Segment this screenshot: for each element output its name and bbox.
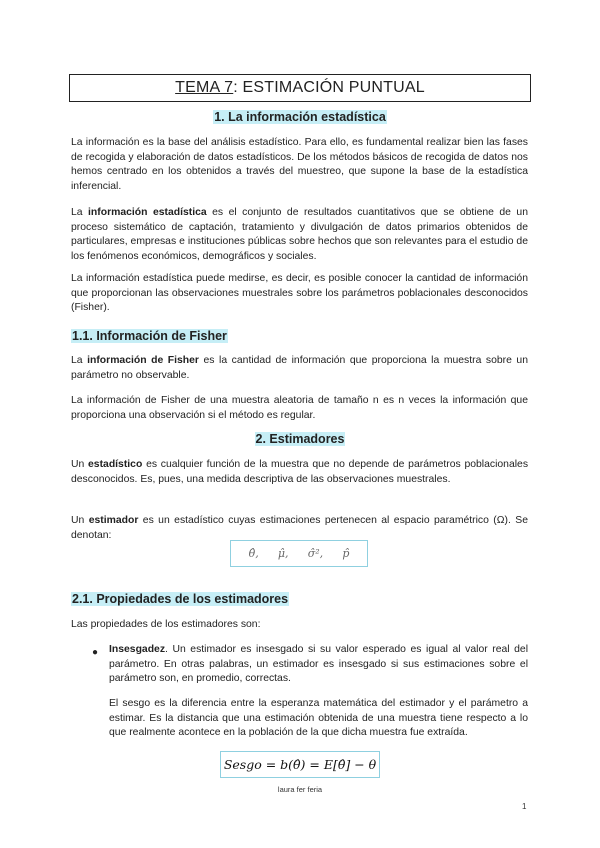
section-2-1-heading-text: 2.1. Propiedades de los estimadores	[72, 592, 289, 606]
p2-pre: La	[71, 207, 89, 218]
section-1-heading-text: 1. La información estadística	[214, 110, 386, 124]
term-estadistico: estadístico	[88, 459, 143, 470]
section-1-1-paragraph-1	[71, 354, 528, 383]
section-1-heading	[0, 110, 600, 124]
s2-p1-pre: Un	[71, 459, 89, 470]
p2-post: es el conjunto de resultados cuantitativos que se obtiene de un proceso sistemático de captación, tratamiento y divulgación de datos primarios obtenidos de particulares, empresas e instituciones públicas sobre hechos que son relevantes para el estudio de los fenómenos económicos, demográficos y sociales.	[71, 207, 528, 262]
section-2-heading	[0, 432, 600, 446]
section-2-1-intro: Las propiedades de los estimadores son:	[71, 619, 261, 630]
s2-p1-post: es cualquier función de la muestra que no depende de parámetros poblacionales desconocidos. Es, pues, una medida descriptiva de las observaciones muestrales.	[71, 459, 529, 485]
bullet-icon: ●	[92, 647, 99, 658]
title-topic: TEMA 7	[175, 79, 234, 96]
s11-p1-post: es la cantidad de información que proporciona la muestra sobre un parámetro no observable.	[71, 355, 528, 381]
s2-p2-pre: Un	[71, 515, 89, 526]
page-title	[69, 74, 531, 102]
property-insesgadez	[109, 643, 528, 687]
term-informacion-fisher: información de Fisher	[87, 355, 199, 366]
estimator-notation-box	[230, 540, 368, 567]
sesgo-formula: Sesgo = b(θ̂) = E[θ̂] − θ	[220, 751, 380, 778]
sigma-hat-squared-symbol: σ̂²,	[307, 547, 324, 560]
footer-author: laura fer feria	[277, 785, 323, 794]
section-2-1-heading	[71, 592, 289, 606]
section-1-paragraph-2	[71, 206, 528, 264]
p-hat-symbol: p̂	[342, 547, 350, 560]
mu-hat-symbol: μ̂,	[277, 547, 289, 560]
section-2-heading-text: 2. Estimadores	[255, 432, 345, 446]
section-2-paragraph-2	[71, 514, 528, 543]
term-insesgadez: Insesgadez	[109, 644, 166, 655]
s11-p1-pre: La	[71, 355, 88, 366]
section-1-1-heading-text: 1.1. Información de Fisher	[72, 329, 227, 343]
section-1-paragraph-3: La información estadística puede medirse, es decir, es posible conocer la cantidad de información que proporcionan las observaciones muestrales sobre los parámetros poblacionales desconocidos (Fisher).	[71, 273, 528, 314]
theta-hat-symbol: θ̂,	[248, 547, 259, 560]
term-informacion-estadistica: información estadística	[88, 207, 207, 218]
title-text: : ESTIMACIÓN PUNTUAL	[233, 79, 425, 96]
page-number: 1	[522, 802, 527, 811]
section-2-paragraph-1	[71, 458, 528, 487]
section-1-1-paragraph-2: La información de Fisher de una muestra aleatoria de tamaño n es n veces la información que proporciona una observación si el método es regular.	[71, 395, 528, 421]
insesgadez-text: . Un estimador es insesgado si su valor esperado es igual al valor real del parámetro. En otras palabras, un estimador es insesgado si sus estimaciones sobre el parámetro son, en promedio, correctas.	[109, 644, 528, 685]
section-1-paragraph-1: La información es la base del análisis estadístico. Para ello, es fundamental realizar bien las fases de recogida y elaboración de datos estadísticos. De los métodos básicos de recogida de datos nos hemos centrado en los obtenidos a través del muestreo, que supone la base de la estadística inferencial.	[71, 137, 528, 192]
section-1-1-heading	[71, 329, 228, 343]
sesgo-paragraph: El sesgo es la diferencia entre la esperanza matemática del estimador y el parámetro a estimar. Es la distancia que una estimación obtenida de una muestra tiene respecto a lo que realmente acontece en la población de la que dicha muestra fue extraída.	[109, 698, 528, 739]
term-estimador: estimador	[88, 515, 139, 526]
s2-p2-post: es un estadístico cuyas estimaciones pertenecen al espacio paramétrico (Ω). Se denotan:	[71, 515, 528, 541]
